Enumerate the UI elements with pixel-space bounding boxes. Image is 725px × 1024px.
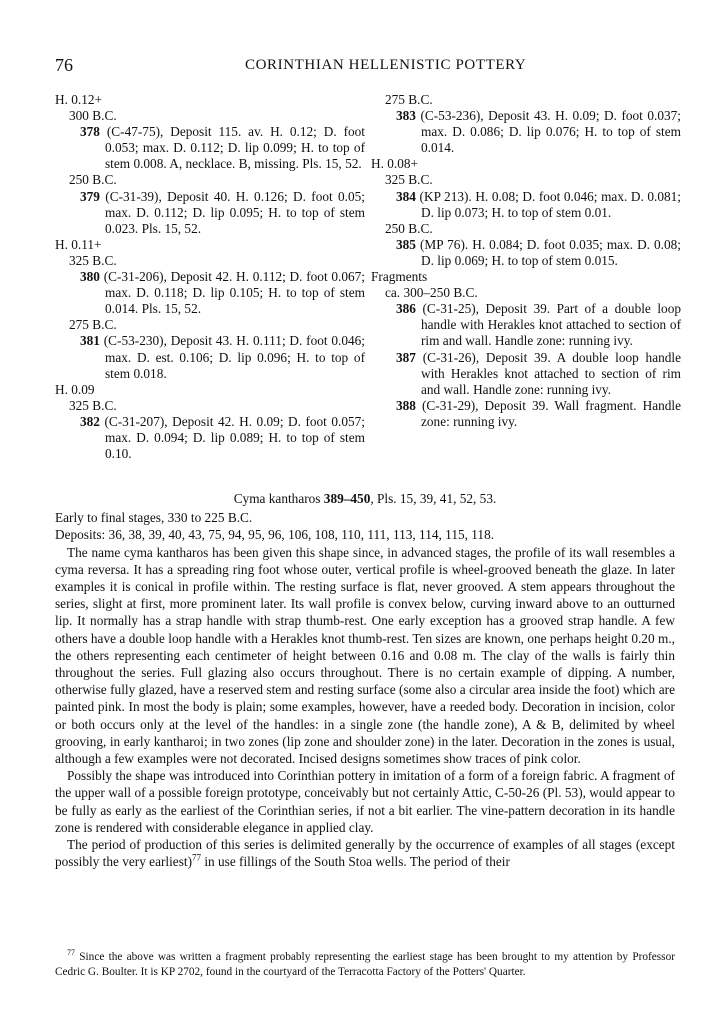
subsection-heading: Fragments bbox=[371, 269, 428, 285]
stage-date: 325 B.C. bbox=[69, 397, 117, 413]
section-title-suffix: , Pls. 15, 39, 41, 52, 53. bbox=[370, 491, 497, 506]
catalog-entry bbox=[80, 188, 365, 237]
section-title-prefix: Cyma kantharos bbox=[233, 491, 324, 506]
catalog-number: 388 bbox=[396, 397, 416, 413]
section-title bbox=[55, 490, 675, 507]
footnote bbox=[55, 950, 675, 979]
catalog-entry bbox=[80, 124, 365, 172]
catalog-number: 386 bbox=[396, 301, 416, 317]
stage-date: 250 B.C. bbox=[69, 172, 117, 188]
catalog-entry bbox=[396, 349, 681, 398]
catalog-number: 384 bbox=[396, 188, 416, 204]
page-header bbox=[55, 55, 675, 79]
stage-date: 275 B.C. bbox=[385, 92, 433, 107]
section-title-range: 389–450 bbox=[323, 491, 371, 506]
section-body bbox=[55, 490, 675, 870]
catalog-right-column bbox=[371, 92, 681, 430]
paragraph-3-start: The period of production of this series is delimited generally by the occurrence of examples of all stages (except possibly the very earliest) bbox=[55, 837, 675, 870]
paragraph-2: Possibly the shape was introduced into Corinthian pottery in imitation of a form of a foreign fabric. A fragment of the upper wall of a possible foreign prototype, conceivably but not certainly Attic, C-50-26 (Pl. 53), would appear to be fully as early as the earliest of the Corinthian series, if not a bit earlier. The vine-pattern decoration in its handle zone is rendered with considerable elegance in applied clay. bbox=[55, 768, 675, 835]
catalog-description: (C-31-26), Deposit 39. A double loop handle with Herakles knot attached to section of rim and wall. Handle zone: running ivy. bbox=[415, 349, 681, 397]
catalog-description: (MP 76). H. 0.084; D. foot 0.035; max. D. 0.08; D. lip 0.069; H. to top of stem 0.015. bbox=[415, 236, 681, 268]
deposits-line: Deposits: 36, 38, 39, 40, 43, 75, 94, 95, 96, 106, 108, 110, 111, 113, 114, 115, 118. bbox=[55, 527, 495, 543]
catalog-description: (C-53-236), Deposit 43. H. 0.09; D. foot 0.037; max. D. 0.086; D. lip 0.076; H. to top of stem 0.014. bbox=[415, 108, 681, 156]
paragraph-3 bbox=[55, 836, 675, 870]
page-number: 76 bbox=[55, 55, 73, 75]
catalog-description: (C-31-207), Deposit 42. H. 0.09; D. foot 0.057; max. D. 0.094; D. lip 0.089; H. to top of stem 0.10. bbox=[99, 413, 365, 462]
stages-line bbox=[55, 509, 675, 526]
catalog-number: 382 bbox=[80, 413, 100, 429]
catalog-left-column bbox=[55, 92, 365, 462]
catalog-number: 383 bbox=[396, 108, 416, 124]
catalog-description: (C-47-75), Deposit 115. av. H. 0.12; D. foot 0.053; max. D. 0.112; D. lip 0.099; H. to top of stem 0.008. A, necklace. B, missing. Pls. 15, 52. bbox=[99, 124, 365, 172]
catalog-entry bbox=[396, 301, 681, 349]
stage-date: ca. 300–250 B.C. bbox=[385, 285, 478, 301]
stages-era: B.C. bbox=[227, 510, 253, 526]
stage-date: 275 B.C. bbox=[69, 317, 117, 333]
stage-date: 250 B.C. bbox=[385, 220, 433, 236]
height-group: H. 0.11+ bbox=[55, 236, 102, 252]
height-group: H. 0.12+ bbox=[55, 92, 103, 107]
catalog-entry bbox=[80, 413, 365, 462]
height-group: H. 0.08+ bbox=[371, 156, 419, 172]
catalog-entry bbox=[396, 236, 681, 269]
catalog-description: (C-31-25), Deposit 39. Part of a double loop handle with Herakles knot attached to section of rim and wall. Handle zone: running ivy. bbox=[415, 301, 681, 349]
catalog-number: 380 bbox=[80, 269, 100, 285]
paragraph-1: The name cyma kantharos has been given this shape since, in advanced stages, the profile of its wall resembles a cyma reversa. It has a spreading ring foot whose outer, vertical profile is wheel-grooved beneath the glaze. In later examples it is conical in profile within. The resting surface is flat, never grooved. A stem appears throughout the series, slight at first, more prominent later. Its wall profile is convex below, curving inward above to an outturned lip. It normally has a strap handle with strap thumb-rest. One early exception has a grooved strap handle. A few others have a double loop handle with a Herakles knot thumb-rest. Ten sizes are known, one perhaps height 0.20 m., the others representing each centimeter of height between 0.16 and 0.08 m. The clay of the walls is fairly thin throughout the series. Full glazing also occurs throughout. There is no certain example of dipping. A number, otherwise fully glazed, have a reserved stem and resting surface (some also a circular area inside the foot) which are painted pink. In most the body is plain; some examples, however, have a reeded body. Decoration in incision, color or both occurs only at the level of the handles: in a single zone (the handle zone), A & B, delimited by wheel grooving, in early kantharoi; in two zones (lip zone and shoulder zone) in the later. Decoration in the zones is usual, although a few examples were not decorated. Incised designs sometimes show traces of pink color. bbox=[55, 544, 675, 767]
height-group: H. 0.09 bbox=[55, 381, 95, 397]
catalog-number: 381 bbox=[80, 333, 100, 349]
footnote-reference: 77 bbox=[192, 852, 201, 863]
stage-date: 300 B.C. bbox=[69, 108, 117, 124]
footnote-text: Since the above was written a fragment probably representing the earliest stage has been brought to my attention by Professor Cedric G. Boulter. It is KP 2702, found in the courtyard of the Terracotta Factory of the Potters' Quarter. bbox=[55, 951, 675, 978]
catalog-entry bbox=[396, 188, 681, 221]
catalog-number: 387 bbox=[396, 349, 416, 365]
catalog-entry bbox=[396, 108, 681, 156]
catalog-number: 385 bbox=[396, 236, 416, 252]
catalog-number: 379 bbox=[80, 188, 100, 204]
catalog-entry bbox=[80, 269, 365, 317]
stage-date: 325 B.C. bbox=[69, 252, 117, 268]
catalog-description: (C-31-39), Deposit 40. H. 0.126; D. foot 0.05; max. D. 0.112; D. lip 0.095; H. to top of stem 0.023. Pls. 15, 52. bbox=[99, 188, 365, 236]
catalog-description: (C-31-29), Deposit 39. Wall fragment. Handle zone: running ivy. bbox=[415, 397, 681, 429]
stage-date: 325 B.C. bbox=[385, 172, 433, 188]
catalog-number: 378 bbox=[80, 124, 100, 140]
footnote-mark: 77 bbox=[67, 948, 75, 958]
running-title: CORINTHIAN HELLENISTIC POTTERY bbox=[245, 57, 527, 73]
catalog-description: (C-31-206), Deposit 42. H. 0.112; D. foot 0.067; max. D. 0.118; D. lip 0.105; H. to top of stem 0.014. Pls. 15, 52. bbox=[99, 269, 365, 317]
catalog-entry bbox=[80, 333, 365, 381]
paragraph-3-end: in use fillings of the South Stoa wells. The period of their bbox=[201, 854, 510, 870]
catalog-description: (C-53-230), Deposit 43. H. 0.111; D. foot 0.046; max. D. est. 0.106; D. lip 0.096; H. to top of stem 0.018. bbox=[99, 333, 365, 381]
stages-text: Early to final stages, 330 to 225 bbox=[55, 510, 228, 526]
catalog-description: (KP 213). H. 0.08; D. foot 0.046; max. D. 0.081; D. lip 0.073; H. to top of stem 0.01. bbox=[415, 188, 681, 220]
catalog-entry bbox=[396, 397, 681, 430]
